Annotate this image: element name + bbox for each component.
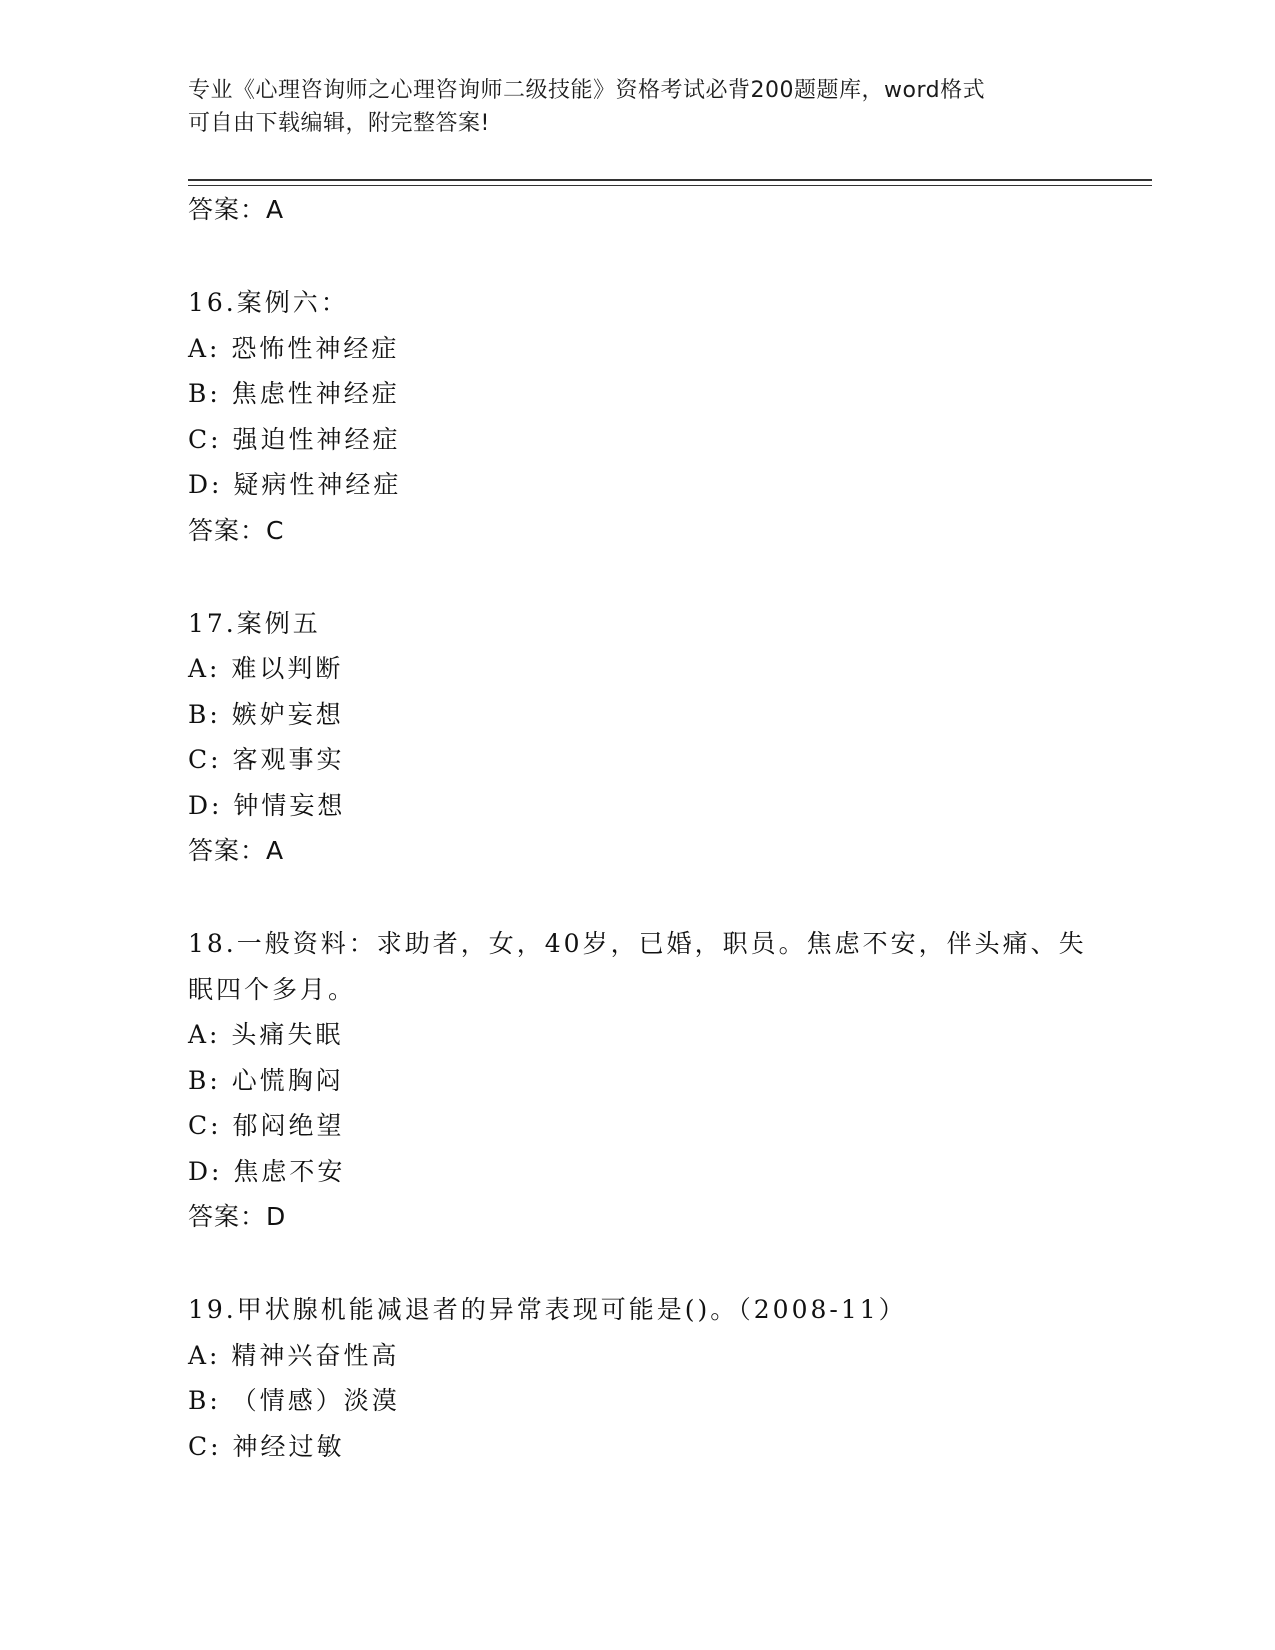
option-d: D: 疑病性神经症	[188, 470, 402, 499]
option-c: C: 郁闷绝望	[188, 1111, 345, 1140]
question-list	[188, 187, 1088, 1469]
question-block-18	[188, 921, 1088, 1239]
option-d: D: 焦虑不安	[188, 1156, 346, 1186]
question-block-19	[188, 1287, 1088, 1469]
option-c: C: 客观事实	[188, 745, 345, 774]
option-c: C: 神经过敏	[188, 1431, 345, 1461]
option-b: B: （情感）淡漠	[188, 1386, 400, 1415]
answer-line: 答案：C	[188, 515, 285, 545]
option-b: B: 嫉妒妄想	[188, 699, 344, 729]
option-a: A: 头痛失眠	[188, 1020, 344, 1049]
option-b: B: 焦虑性神经症	[188, 379, 400, 408]
option-d: D: 钟情妄想	[188, 790, 346, 820]
answer-line: 答案：D	[188, 1202, 287, 1231]
header-divider-thin	[188, 185, 1152, 186]
header-line-1: 专业《心理咨询师之心理咨询师二级技能》资格考试必背200题题库，word格式	[188, 78, 986, 103]
question-block-16	[188, 280, 1088, 553]
header-line-2: 可自由下载编辑，附完整答案!	[188, 111, 490, 136]
question-text: 17.案例五	[188, 608, 321, 638]
answer-line: 答案：A	[188, 195, 285, 224]
option-a: A: 精神兴奋性高	[188, 1340, 400, 1370]
option-a: A: 恐怖性神经症	[188, 333, 400, 363]
question-text: 19.甲状腺机能减退者的异常表现可能是()。（2008-11）	[188, 1295, 907, 1324]
option-b: B: 心慌胸闷	[188, 1065, 344, 1095]
question-block-17	[188, 601, 1088, 874]
question-text: 16.案例六：	[188, 288, 349, 317]
question-text: 18.一般资料：求助者，女，40岁，已婚，职员。焦虑不安，伴头痛、失眠四个多月。	[188, 929, 1087, 1004]
header-divider-thick	[188, 179, 1152, 181]
option-c: C: 强迫性神经症	[188, 424, 401, 454]
answer-line: 答案：A	[188, 836, 285, 865]
option-a: A: 难以判断	[188, 654, 344, 683]
document-header	[188, 74, 1088, 140]
